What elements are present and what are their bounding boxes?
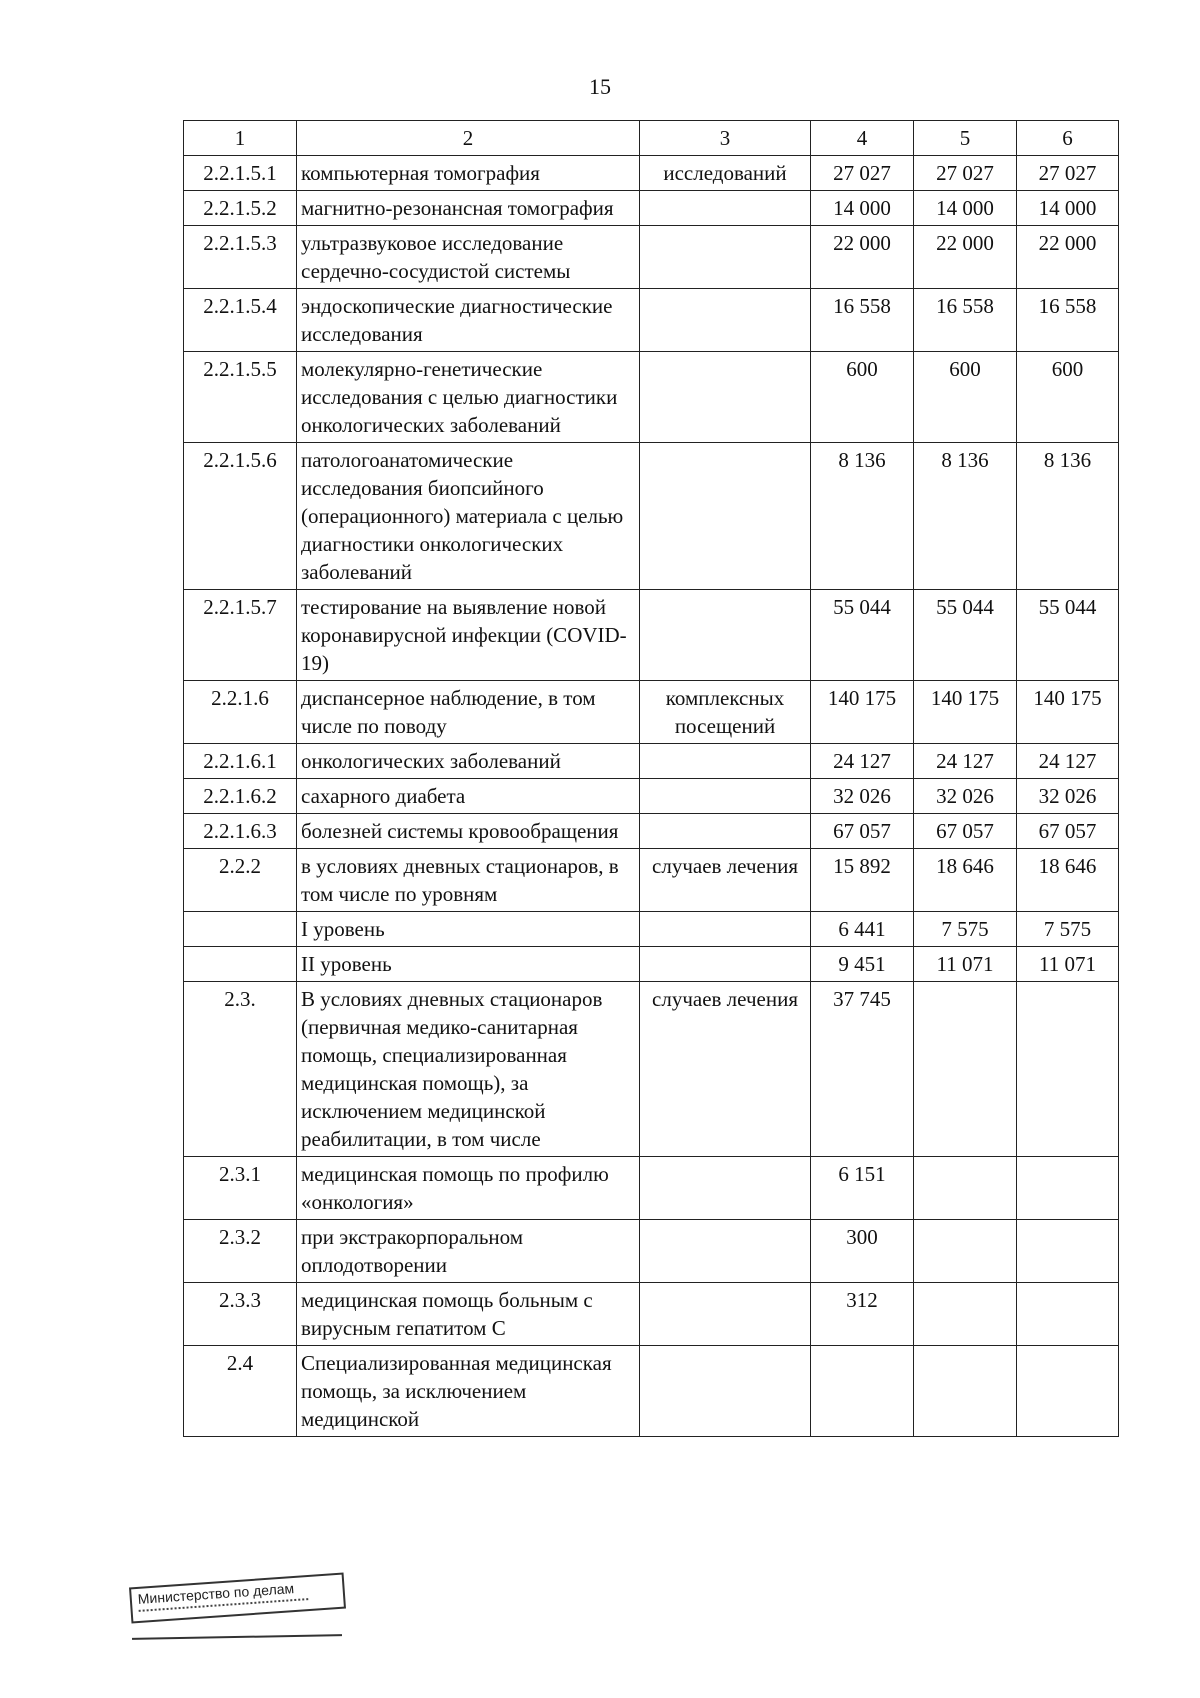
header-cell: 1 xyxy=(184,121,297,156)
table-row xyxy=(184,443,1119,590)
row-value-col6 xyxy=(1017,1157,1119,1220)
row-value-col5 xyxy=(914,1157,1017,1220)
row-code: 2.2.1.5.5 xyxy=(184,352,297,443)
row-name: В условиях дневных стационаров (первичная медико-санитарная помощь, специализированная медицинская помощь), за исключением медицинской реабилитации, в том числе xyxy=(297,982,640,1157)
row-code: 2.3.1 xyxy=(184,1157,297,1220)
row-value-col4: 6 441 xyxy=(811,912,914,947)
row-value-col4: 312 xyxy=(811,1283,914,1346)
row-name: болезней системы кровообращения xyxy=(297,814,640,849)
row-value-col6: 140 175 xyxy=(1017,681,1119,744)
row-value-col5: 22 000 xyxy=(914,226,1017,289)
row-value-col5: 24 127 xyxy=(914,744,1017,779)
row-value-col6 xyxy=(1017,1346,1119,1437)
row-name: при экстракорпоральном оплодотворении xyxy=(297,1220,640,1283)
row-unit xyxy=(640,912,811,947)
row-name: I уровень xyxy=(297,912,640,947)
table-row xyxy=(184,590,1119,681)
table-row xyxy=(184,849,1119,912)
row-value-col5: 18 646 xyxy=(914,849,1017,912)
row-value-col4: 300 xyxy=(811,1220,914,1283)
row-value-col6: 18 646 xyxy=(1017,849,1119,912)
row-value-col6: 16 558 xyxy=(1017,289,1119,352)
row-name: сахарного диабета xyxy=(297,779,640,814)
row-value-col6: 67 057 xyxy=(1017,814,1119,849)
row-unit: случаев лечения xyxy=(640,849,811,912)
row-value-col6: 32 026 xyxy=(1017,779,1119,814)
row-value-col5: 600 xyxy=(914,352,1017,443)
table-row xyxy=(184,1283,1119,1346)
row-value-col5: 67 057 xyxy=(914,814,1017,849)
row-unit xyxy=(640,1283,811,1346)
row-code xyxy=(184,947,297,982)
row-code: 2.3. xyxy=(184,982,297,1157)
row-value-col4: 67 057 xyxy=(811,814,914,849)
row-value-col4 xyxy=(811,1346,914,1437)
table-row xyxy=(184,156,1119,191)
row-name: медицинская помощь по профилю «онкология» xyxy=(297,1157,640,1220)
header-cell: 6 xyxy=(1017,121,1119,156)
row-name: в условиях дневных стационаров, в том числе по уровням xyxy=(297,849,640,912)
row-value-col6: 22 000 xyxy=(1017,226,1119,289)
row-unit xyxy=(640,744,811,779)
row-value-col6: 24 127 xyxy=(1017,744,1119,779)
row-value-col6: 14 000 xyxy=(1017,191,1119,226)
row-name: медицинская помощь больным с вирусным гепатитом С xyxy=(297,1283,640,1346)
row-value-col4: 6 151 xyxy=(811,1157,914,1220)
row-code: 2.2.1.6.3 xyxy=(184,814,297,849)
row-code: 2.4 xyxy=(184,1346,297,1437)
row-value-col4: 9 451 xyxy=(811,947,914,982)
row-name: эндоскопические диагностические исследования xyxy=(297,289,640,352)
row-code: 2.2.1.6.2 xyxy=(184,779,297,814)
stamp-text: Министерство по делам xyxy=(137,1580,295,1607)
table-body xyxy=(184,121,1119,1437)
row-value-col5 xyxy=(914,1220,1017,1283)
table-row xyxy=(184,779,1119,814)
row-unit xyxy=(640,443,811,590)
row-value-col5: 8 136 xyxy=(914,443,1017,590)
row-unit xyxy=(640,947,811,982)
row-unit xyxy=(640,1346,811,1437)
row-value-col5: 7 575 xyxy=(914,912,1017,947)
row-code: 2.2.1.5.3 xyxy=(184,226,297,289)
table-row xyxy=(184,191,1119,226)
row-name: молекулярно-генетические исследования с целью диагностики онкологических заболеваний xyxy=(297,352,640,443)
row-unit xyxy=(640,779,811,814)
header-cell: 2 xyxy=(297,121,640,156)
header-cell: 4 xyxy=(811,121,914,156)
table-row xyxy=(184,1157,1119,1220)
row-value-col6: 7 575 xyxy=(1017,912,1119,947)
table-row xyxy=(184,982,1119,1157)
row-value-col4: 32 026 xyxy=(811,779,914,814)
table-row xyxy=(184,744,1119,779)
row-code: 2.3.2 xyxy=(184,1220,297,1283)
row-unit xyxy=(640,191,811,226)
table-row xyxy=(184,226,1119,289)
row-unit xyxy=(640,289,811,352)
row-name: ультразвуковое исследование сердечно-сосудистой системы xyxy=(297,226,640,289)
table-row xyxy=(184,947,1119,982)
row-unit xyxy=(640,352,811,443)
row-name: Специализированная медицинская помощь, за исключением медицинской xyxy=(297,1346,640,1437)
table-row xyxy=(184,1220,1119,1283)
row-value-col5: 14 000 xyxy=(914,191,1017,226)
row-code: 2.2.1.5.4 xyxy=(184,289,297,352)
table-row xyxy=(184,681,1119,744)
row-unit: комплексных посещений xyxy=(640,681,811,744)
row-code: 2.2.2 xyxy=(184,849,297,912)
row-code: 2.2.1.6.1 xyxy=(184,744,297,779)
row-unit: исследований xyxy=(640,156,811,191)
row-value-col5: 16 558 xyxy=(914,289,1017,352)
row-value-col6 xyxy=(1017,982,1119,1157)
row-value-col5: 32 026 xyxy=(914,779,1017,814)
table-header-row xyxy=(184,121,1119,156)
row-unit xyxy=(640,1220,811,1283)
row-value-col4: 600 xyxy=(811,352,914,443)
row-value-col4: 27 027 xyxy=(811,156,914,191)
row-value-col6: 55 044 xyxy=(1017,590,1119,681)
row-value-col5 xyxy=(914,1346,1017,1437)
header-cell: 5 xyxy=(914,121,1017,156)
table-row xyxy=(184,1346,1119,1437)
row-name: патологоанатомические исследования биопсийного (операционного) материала с целью диагностики онкологических заболеваний xyxy=(297,443,640,590)
header-cell: 3 xyxy=(640,121,811,156)
signature-line xyxy=(132,1634,342,1640)
row-value-col4: 55 044 xyxy=(811,590,914,681)
row-value-col4: 8 136 xyxy=(811,443,914,590)
row-name: диспансерное наблюдение, в том числе по поводу xyxy=(297,681,640,744)
row-code: 2.2.1.5.7 xyxy=(184,590,297,681)
data-table xyxy=(183,120,1119,1437)
row-value-col4: 22 000 xyxy=(811,226,914,289)
row-value-col6 xyxy=(1017,1220,1119,1283)
row-value-col5 xyxy=(914,1283,1017,1346)
row-value-col4: 14 000 xyxy=(811,191,914,226)
row-unit xyxy=(640,1157,811,1220)
row-value-col6: 8 136 xyxy=(1017,443,1119,590)
row-code: 2.2.1.6 xyxy=(184,681,297,744)
row-name: II уровень xyxy=(297,947,640,982)
row-value-col6: 600 xyxy=(1017,352,1119,443)
table-row xyxy=(184,814,1119,849)
page-number: 15 xyxy=(589,74,611,99)
table-row xyxy=(184,289,1119,352)
row-unit xyxy=(640,814,811,849)
row-value-col4: 140 175 xyxy=(811,681,914,744)
row-code xyxy=(184,912,297,947)
row-value-col5: 55 044 xyxy=(914,590,1017,681)
row-name: тестирование на выявление новой коронавирусной инфекции (COVID-19) xyxy=(297,590,640,681)
row-value-col5: 27 027 xyxy=(914,156,1017,191)
row-value-col4: 37 745 xyxy=(811,982,914,1157)
row-name: онкологических заболеваний xyxy=(297,744,640,779)
row-unit xyxy=(640,226,811,289)
row-value-col4: 15 892 xyxy=(811,849,914,912)
row-code: 2.2.1.5.6 xyxy=(184,443,297,590)
row-value-col5 xyxy=(914,982,1017,1157)
row-value-col4: 16 558 xyxy=(811,289,914,352)
ministry-stamp xyxy=(129,1573,346,1624)
row-unit: случаев лечения xyxy=(640,982,811,1157)
row-code: 2.2.1.5.1 xyxy=(184,156,297,191)
row-value-col6 xyxy=(1017,1283,1119,1346)
row-unit xyxy=(640,590,811,681)
row-code: 2.2.1.5.2 xyxy=(184,191,297,226)
table-row xyxy=(184,912,1119,947)
row-code: 2.3.3 xyxy=(184,1283,297,1346)
row-name: магнитно-резонансная томография xyxy=(297,191,640,226)
row-value-col6: 27 027 xyxy=(1017,156,1119,191)
row-value-col5: 140 175 xyxy=(914,681,1017,744)
row-value-col5: 11 071 xyxy=(914,947,1017,982)
row-value-col6: 11 071 xyxy=(1017,947,1119,982)
table-row xyxy=(184,352,1119,443)
row-value-col4: 24 127 xyxy=(811,744,914,779)
row-name: компьютерная томография xyxy=(297,156,640,191)
